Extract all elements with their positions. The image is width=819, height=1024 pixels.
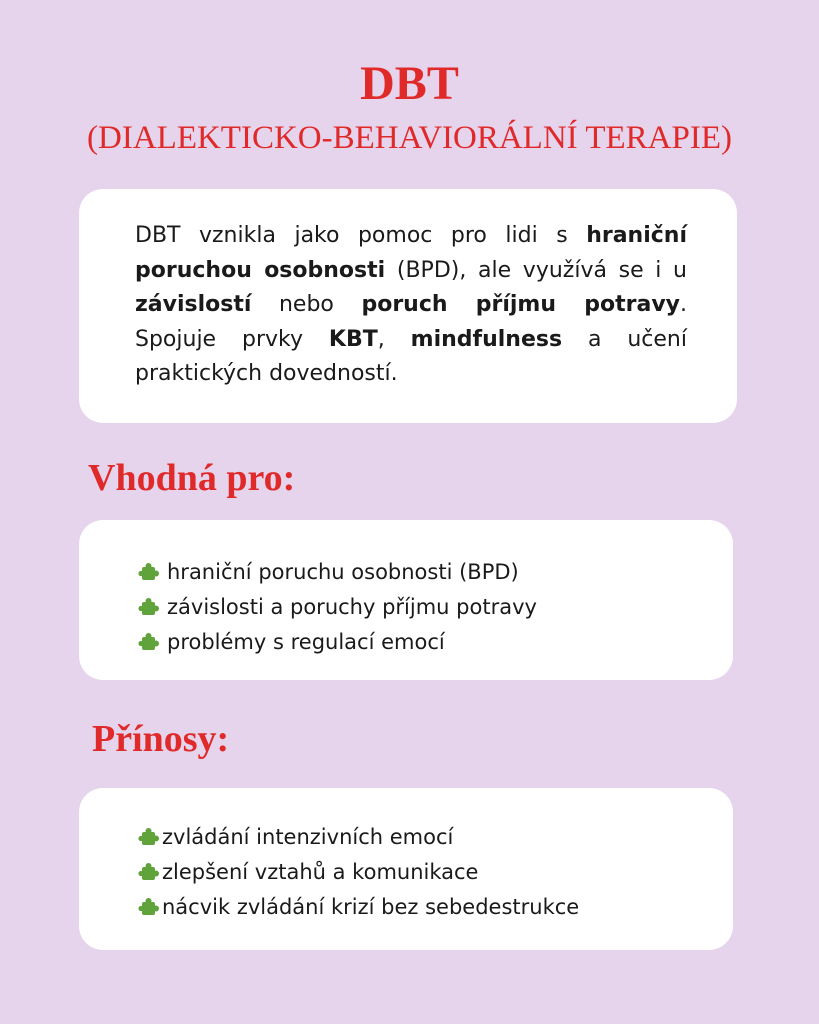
intro-card (79, 189, 737, 423)
list-item (137, 820, 579, 855)
intro-segment: a učení praktických dovedností. (135, 326, 687, 386)
list-item-text: zvládání intenzivních emocí (162, 825, 454, 849)
list-item (137, 625, 537, 660)
list-item (137, 890, 579, 925)
benefits-card (79, 788, 733, 950)
intro-segment-bold: závislostí (135, 292, 252, 317)
intro-segment: nebo (251, 292, 362, 317)
puzzle-piece-icon (137, 861, 161, 885)
list-item-text: hraniční poruchu osobnosti (BPD) (167, 560, 519, 584)
list-item-text: závislosti a poruchy příjmu potravy (167, 595, 537, 619)
intro-text (135, 219, 687, 392)
intro-segment-bold: mindfulness (410, 326, 563, 352)
list-item-text: nácvik zvládání krizí bez sebedestrukce (162, 895, 580, 919)
intro-segment-bold: hraniční poruchou osobnosti (135, 223, 687, 283)
intro-segment-bold: poruch příjmu potravy (361, 292, 680, 317)
intro-segment: (BPD), ale využívá se i u (385, 257, 688, 283)
page-subtitle: (DIALEKTICKO-BEHAVIORÁLNÍ TERAPIE) (87, 120, 732, 156)
suitable-card (79, 520, 733, 680)
intro-segment-bold: KBT (328, 326, 378, 352)
intro-segment: . Spojuje prvky (135, 292, 687, 352)
list-item-text: zlepšení vztahů a komunikace (162, 860, 479, 884)
list-item (137, 855, 579, 890)
suitable-heading: Vhodná pro: (88, 457, 296, 499)
puzzle-piece-icon (137, 826, 161, 850)
intro-segment: DBT vznikla jako pomoc pro lidi s (135, 223, 587, 248)
page-title: DBT (360, 57, 459, 110)
list-item-text: problémy s regulací emocí (167, 630, 445, 654)
puzzle-piece-icon (137, 561, 161, 585)
list-item (137, 555, 537, 590)
intro-segment: , (377, 326, 411, 352)
puzzle-piece-icon (137, 596, 161, 620)
benefits-heading: Přínosy: (92, 718, 230, 760)
puzzle-piece-icon (137, 631, 161, 655)
puzzle-piece-icon (137, 896, 161, 920)
list-item (137, 590, 537, 625)
benefits-list (137, 820, 579, 925)
suitable-list (137, 555, 537, 660)
